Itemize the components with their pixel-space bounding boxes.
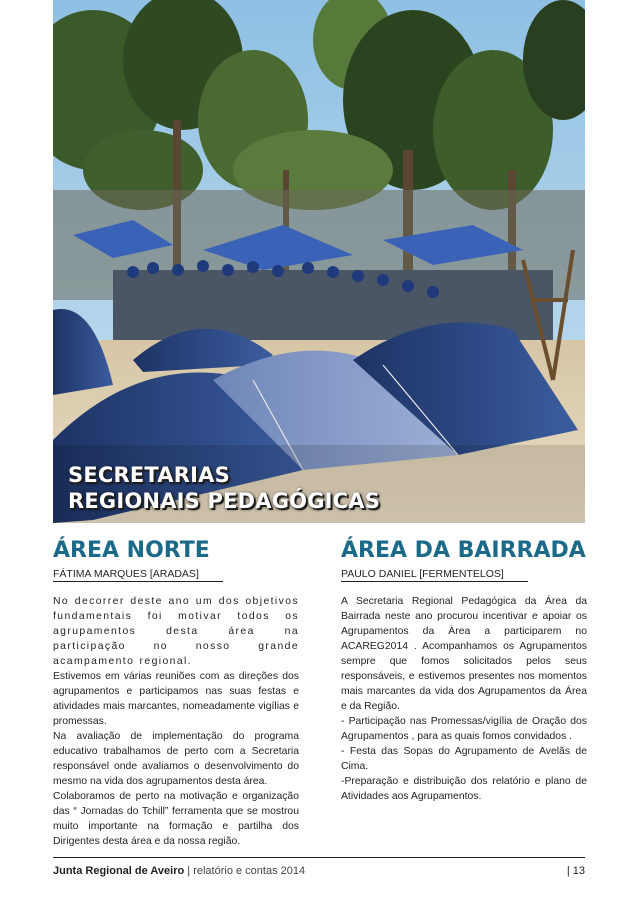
paragraph: Colaboramos de perto na motivação e organização das “ Jornadas do Tchill” ferramenta que se mostrou muito importante na formação e partilha dos Dirigentes desta área e da nossa região. — [53, 791, 299, 847]
page-footer — [53, 863, 585, 879]
area-norte-section — [53, 538, 299, 849]
section-author: PAULO DANIEL [FERMENTELOS] — [341, 567, 528, 582]
paragraph: - Participação nas Promessas/vigília de Oração dos Agrupamentos , para as quais fomos convidados . — [341, 716, 587, 742]
paragraph: -Preparação e distribuição dos relatório e plano de Atividades aos Agrupamentos. — [341, 776, 587, 802]
hero-title-line1: SECRETARIAS — [68, 463, 230, 487]
page-hero-title — [68, 462, 380, 514]
section-body — [341, 594, 587, 804]
paragraph: Na avaliação de implementação do programa educativo trabalhamos de perto com a Secretaria responsável onde avaliamos o desenvolvimento do mesmo na vida dos agrupamentos desta área. — [53, 731, 299, 787]
page-number: | 13 — [566, 865, 585, 877]
section-body — [53, 594, 299, 849]
hero-title-line2: REGIONAIS PEDAGÓGICAS — [68, 489, 381, 513]
paragraph: No decorrer deste ano um dos objetivos fundamentais foi motivar todos os agrupamentos desta área na participação no nosso grande acampamento regional. — [53, 596, 299, 667]
footer-brand: Junta Regional de Aveiro — [53, 865, 185, 877]
footer-divider — [53, 857, 585, 858]
area-bairrada-section — [341, 538, 587, 804]
section-heading: ÁREA NORTE — [53, 538, 210, 563]
footer-subtitle: relatório e contas 2014 — [193, 865, 306, 877]
paragraph: A Secretaria Regional Pedagógica da Área da Bairrada neste ano procurou incentivar e apoiar os Agrupamentos da Àrea a participarem no ACAREG2014 . Acompanhamos os Agrupamentos sempre que fomos solicitados pelos seus responsáveis, e estivemos presentes nos momentos mais marcantes da vida dos Agrupamentos da Área e da Região. — [341, 596, 587, 712]
campsite-photo — [53, 0, 585, 523]
footer-separator: | — [187, 865, 191, 877]
section-heading: ÁREA DA BAIRRADA — [341, 538, 586, 563]
paragraph: - Festa das Sopas do Agrupamento de Avelãs de Cima. — [341, 746, 587, 772]
paragraph: Estivemos em várias reuniões com as direções dos agrupamentos e participamos nas suas festas e atividades mais marcantes, nomeadamente vigílias e promessas. — [53, 671, 299, 727]
section-author: FÁTIMA MARQUES [ARADAS] — [53, 567, 223, 582]
campsite-illustration — [53, 0, 585, 523]
